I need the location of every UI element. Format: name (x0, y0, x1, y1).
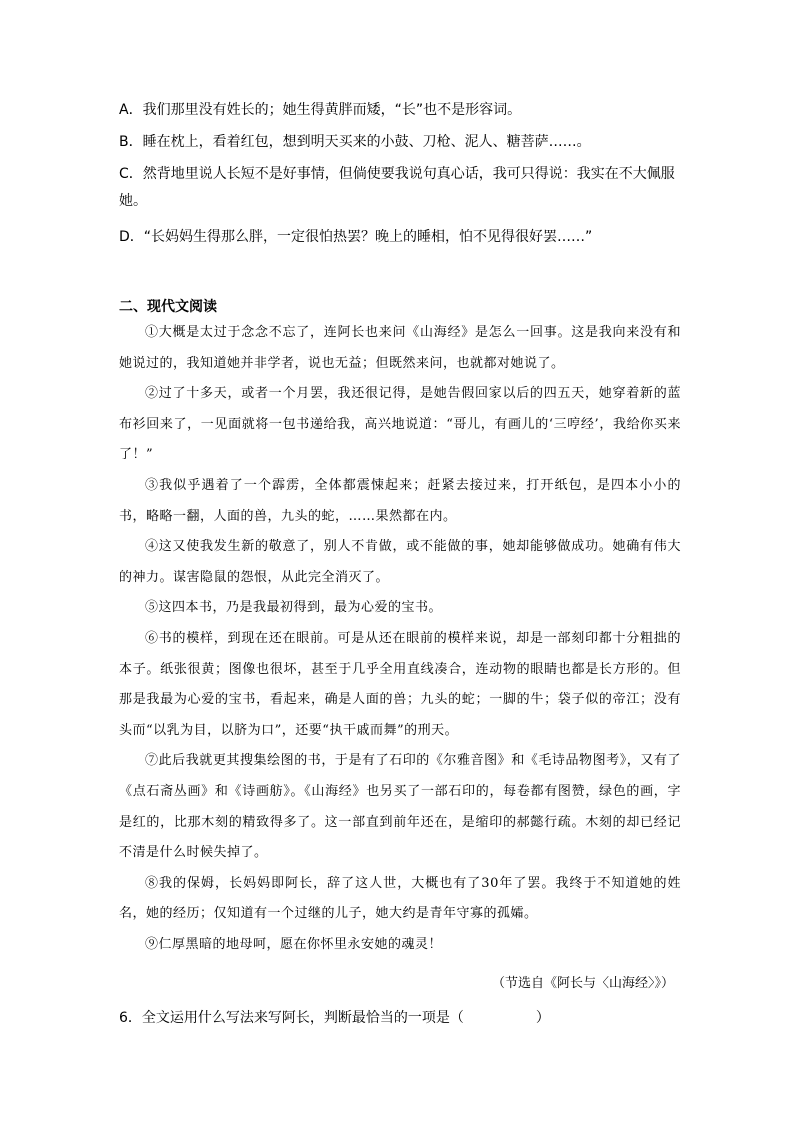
question-close-paren: ） (535, 1010, 550, 1026)
passage-paragraph-8: ⑧我的保姆，长妈妈即阿长，辞了这人世，大概也有了30年了罢。我终于不知道她的姓名，她的经历；仅知道有一个过继的儿子，她大约是青年守寡的孤孀。 (119, 875, 681, 922)
question-text: 6．全文运用什么写法来写阿长，判断最恰当的一项是（ (119, 1010, 464, 1026)
passage-paragraph-3: ③我似乎遇着了一个霹雳，全体都震悚起来；赶紧去接过来，打开纸包，是四本小小的书，略略一翻，人面的兽，九头的蛇，……果然都在内。 (119, 477, 681, 524)
passage-paragraph-7: ⑦此后我就更其搜集绘图的书，于是有了石印的《尔雅音图》和《毛诗品物图考》，又有了《点石斋丛画》和《诗画舫》。《山海经》也另买了一部石印的，每卷都有图赞，绿色的画，字是红的，比那木刻的精致得多了。这一部直到前年还在，是缩印的郝懿行疏。木刻的却已经记不清是什么时候失掉了。 (119, 753, 681, 861)
passage-paragraph-2: ②过了十多天，或者一个月罢，我还很记得，是她告假回家以后的四五天，她穿着新的蓝布衫回来了，一见面就将一包书递给我，高兴地说道：“哥儿，有画儿的‘三哼经’，我给你买来了！” (119, 386, 681, 463)
passage-paragraph-4: ④这又使我发生新的敬意了，别人不肯做，或不能做的事，她却能够做成功。她确有伟大的神力。谋害隐鼠的怨恨，从此完全消灭了。 (119, 539, 681, 585)
passage-paragraph-9: ⑨仁厚黑暗的地母呵，愿在你怀里永安她的魂灵！ (145, 936, 443, 952)
passage-source: （节选自《阿长与〈山海经〉》） (491, 976, 674, 991)
passage-paragraph-6: ⑥书的模样，到现在还在眼前。可是从还在眼前的模样来说，却是一部刻印都十分粗拙的本子。纸张很黄；图像也很坏，甚至于几乎全用直线凑合，连动物的眼睛也都是长方形的。但那是我最为心爱的宝书，看起来，确是人面的兽；九头的蛇；一脚的牛；袋子似的帝江；没有头而“以乳为目，以脐为口”，还要“执干戚而舞”的刑天。 (119, 630, 681, 738)
reading-passage (119, 318, 681, 960)
option-c: C．然背地里说人长短不是好事情，但倘使要我说句真心话，我可只得说：我实在不大佩服她。 (119, 166, 675, 209)
option-a: A．我们那里没有姓长的；她生得黄胖而矮，“长”也不是形容词。 (119, 102, 522, 118)
option-b: B．睡在枕上，看着红包，想到明天买来的小鼓、刀枪、泥人、糖菩萨……。 (119, 134, 591, 150)
question-6 (119, 1007, 550, 1027)
passage-paragraph-1: ①大概是太过于念念不忘了，连阿长也来问《山海经》是怎么一回事。这是我向来没有和她说过的，我知道她并非学者，说也无益；但既然来问，也就都对她说了。 (119, 325, 681, 371)
section-title: 二、现代文阅读 (119, 299, 217, 315)
option-d: D．“长妈妈生得那么胖，一定很怕热罢？晚上的睡相，怕不见得很好罢……” (119, 229, 593, 245)
passage-paragraph-5: ⑤这四本书，乃是我最初得到，最为心爱的宝书。 (145, 600, 443, 616)
